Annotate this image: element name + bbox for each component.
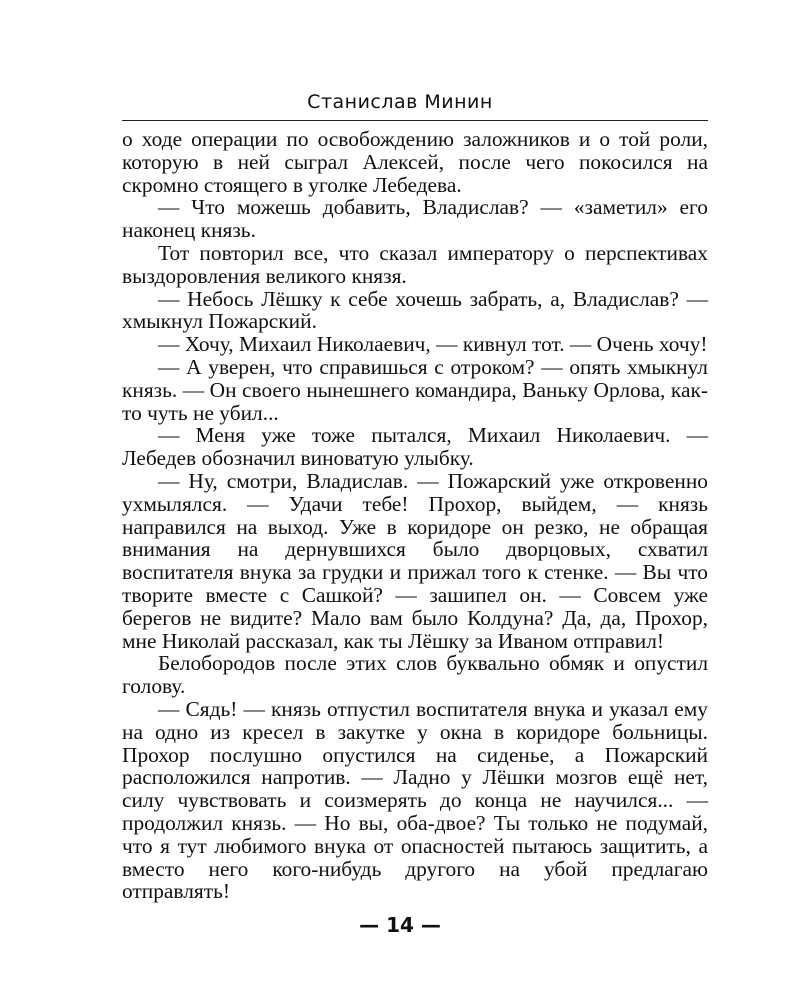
paragraph: о ходе операции по освобождению заложников и о той роли, которую в ней сыграл Алексей, после чего покосился на скромно стоящего в уголке Лебедева. [122, 127, 708, 197]
page-number: — 14 — [359, 913, 441, 937]
header-divider [122, 120, 708, 121]
paragraph: — Ну, смотри, Владислав. — Пожарский уже откровенно ухмылялся. — Удачи тебе! Прохор, выйдем, — князь направился на выход. Уже в коридоре он резко, не обращая внимания на дернувшихся было дворцовых, схватил воспитателя внука за грудки и прижал того к стенке. — Вы что творите вместе с Сашкой? — зашипел он. — Совсем уже берегов не видите? Мало вам было Колдуна? Да, да, Прохор, мне Николай рассказал, как ты Лёшку за Иваном отправил! [122, 468, 708, 653]
paragraph: — А уверен, что справишься с отроком? — опять хмыкнул князь. — Он своего нынешнего командира, Ваньку Орлова, как-то чуть не убил... [122, 354, 708, 425]
paragraph: — Хочу, Михаил Николаевич, — кивнул тот. — Очень хочу! [158, 332, 708, 357]
page-body [122, 128, 708, 903]
running-header-author: Станислав Минин [307, 91, 493, 113]
paragraph: — Что можешь добавить, Владислав? — «заметил» его наконец князь. [122, 195, 708, 243]
paragraph: — Небось Лёшку к себе хочешь забрать, а, Владислав? — хмыкнул Пожарский. [122, 286, 708, 334]
paragraph: — Меня уже тоже пытался, Михаил Николаевич. — Лебедев обозначил виноватую улыбку. [122, 423, 708, 471]
paragraph: Белобородов после этих слов буквально обмяк и опустил голову. [122, 651, 708, 699]
paragraph: Тот повторил все, что сказал императору о перспективах выздоровления великого князя. [122, 240, 708, 288]
paragraph: — Сядь! — князь отпустил воспитателя внука и указал ему на одно из кресел в закутке у окна в коридоре больницы. Прохор послушно опустился на сиденье, а Пожарский расположился напротив. — Ладно у Лёшки мозгов ещё нет, силу чувствовать и соизмерять до конца не научился... — продолжил князь. — Но вы, оба-двое? Ты только не подумай, что я тут любимого внука от опасностей пытаюсь защитить, а вместо него кого-нибудь другого на убой предлагаю отправлять! [122, 696, 708, 904]
